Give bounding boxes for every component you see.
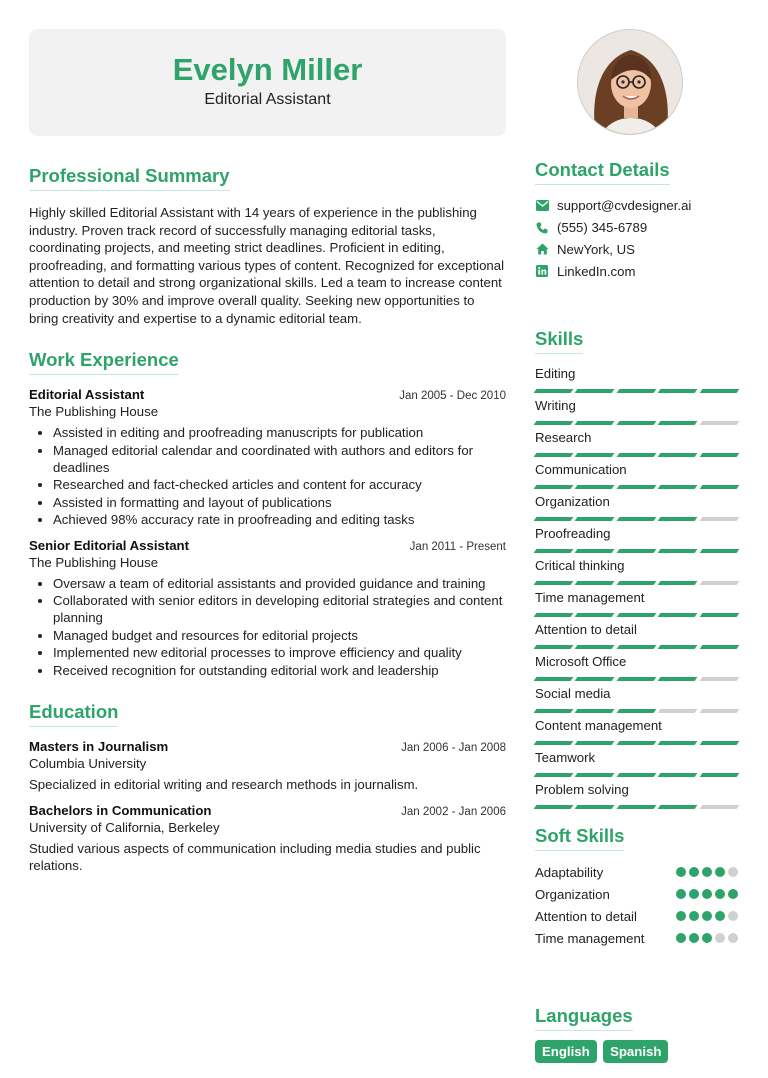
- contact-heading: Contact Details: [535, 159, 670, 185]
- skill-level-segment: [534, 421, 574, 425]
- skill-level-segment: [534, 613, 574, 617]
- skill-level-segment: [534, 549, 574, 553]
- soft-skill-rating: [676, 867, 738, 877]
- education-entry: [29, 739, 506, 794]
- skill-level-segment: [658, 805, 698, 809]
- contact-text: LinkedIn.com: [557, 263, 636, 279]
- bullet-item: • Oversaw a team of editorial assistants and provided guidance and training: [53, 575, 506, 592]
- job-dates: Jan 2005 - Dec 2010: [399, 390, 506, 403]
- skills-section: [535, 328, 738, 813]
- summary-section: [29, 165, 506, 327]
- contact-phone[interactable]: [535, 217, 738, 239]
- language-tags: [535, 1040, 738, 1063]
- skill-level-segment: [534, 645, 574, 649]
- soft-skill-rating: [676, 889, 738, 899]
- skill-level-segment: [534, 741, 574, 745]
- skill-level-segment: [616, 805, 656, 809]
- skill-name: Research: [535, 430, 592, 446]
- skill-level-segment: [699, 581, 739, 585]
- skill-level-segment: [616, 581, 656, 585]
- skill-item: [535, 749, 738, 781]
- skill-level-segment: [658, 645, 698, 649]
- linkedin-icon: [535, 264, 549, 278]
- skill-level-segment: [699, 773, 739, 777]
- skill-level-segment: [616, 485, 656, 489]
- job-company: The Publishing House: [29, 554, 159, 570]
- soft-skills-heading: Soft Skills: [535, 825, 624, 851]
- skill-level-segment: [658, 613, 698, 617]
- skill-level-segment: [575, 773, 615, 777]
- skill-item: [535, 781, 738, 813]
- skill-level-segment: [575, 421, 615, 425]
- rating-dot: [689, 933, 699, 943]
- contact-text: support@cvdesigner.ai: [557, 198, 692, 214]
- skill-level-segment: [534, 453, 574, 457]
- skill-item: [535, 397, 738, 429]
- skill-level-segment: [616, 517, 656, 521]
- rating-dot: [715, 911, 725, 921]
- skill-level-segment: [699, 741, 739, 745]
- skill-level-segment: [575, 709, 615, 713]
- skills-heading: Skills: [535, 328, 583, 354]
- skill-level-segment: [658, 773, 698, 777]
- skill-level-segment: [658, 453, 698, 457]
- degree-title: Masters in Journalism: [29, 739, 169, 755]
- skill-level-bar: [535, 421, 738, 425]
- rating-dot: [676, 867, 686, 877]
- job-title: Editorial Assistant: [29, 387, 145, 403]
- skill-level-segment: [575, 389, 615, 393]
- skill-level-bar: [535, 549, 738, 553]
- rating-dot: [702, 911, 712, 921]
- skill-level-segment: [699, 549, 739, 553]
- skill-level-bar: [535, 453, 738, 457]
- education-description: Studied various aspects of communication including media studies and public relations.: [29, 840, 481, 874]
- soft-skill-item: [535, 861, 738, 883]
- skill-item: [535, 525, 738, 557]
- skill-name: Problem solving: [535, 782, 629, 798]
- skill-level-bar: [535, 613, 738, 617]
- job-entry: [29, 538, 506, 679]
- skill-level-segment: [699, 709, 739, 713]
- education-dates: Jan 2002 - Jan 2006: [401, 805, 506, 818]
- rating-dot: [702, 933, 712, 943]
- contact-text: NewYork, US: [557, 241, 635, 257]
- skill-level-segment: [658, 677, 698, 681]
- rating-dot: [689, 867, 699, 877]
- skill-level-segment: [575, 453, 615, 457]
- rating-dot: [702, 867, 712, 877]
- contact-email[interactable]: [535, 195, 738, 217]
- skill-level-segment: [658, 389, 698, 393]
- soft-skill-item: [535, 883, 738, 905]
- skill-name: Communication: [535, 462, 627, 478]
- skill-level-segment: [534, 389, 574, 393]
- skill-item: [535, 653, 738, 685]
- skill-level-segment: [575, 805, 615, 809]
- skill-level-bar: [535, 709, 738, 713]
- left-column: [29, 29, 506, 875]
- education-section: [29, 701, 506, 875]
- soft-skill-name: Adaptability: [535, 864, 604, 880]
- skill-name: Social media: [535, 686, 611, 702]
- bullet-item: • Received recognition for outstanding editorial work and leadership: [53, 662, 506, 679]
- skill-name: Writing: [535, 398, 576, 414]
- bullet-item: • Managed editorial calendar and coordinated with authors and editors for deadlines: [53, 442, 506, 477]
- skill-level-segment: [616, 741, 656, 745]
- skill-level-segment: [534, 485, 574, 489]
- bullet-item: • Implemented new editorial processes to improve efficiency and quality: [53, 644, 506, 661]
- phone-icon: [535, 221, 549, 235]
- rating-dot: [689, 889, 699, 899]
- contact-location: [535, 239, 738, 261]
- job-bullets: [29, 424, 506, 528]
- skill-level-bar: [535, 517, 738, 521]
- soft-skills-section: [535, 825, 738, 949]
- bullet-item: • Managed budget and resources for editorial projects: [53, 627, 506, 644]
- skill-level-segment: [658, 549, 698, 553]
- soft-skill-rating: [676, 933, 738, 943]
- skill-level-segment: [616, 421, 656, 425]
- skill-level-segment: [575, 645, 615, 649]
- soft-skill-name: Time management: [535, 930, 645, 946]
- profile-photo: [577, 29, 683, 135]
- rating-dot: [676, 933, 686, 943]
- soft-skill-rating: [676, 911, 738, 921]
- candidate-title: Editorial Assistant: [204, 91, 331, 108]
- skill-level-segment: [534, 677, 574, 681]
- rating-dot: [702, 889, 712, 899]
- job-bullets: [29, 575, 506, 679]
- skill-name: Microsoft Office: [535, 654, 627, 670]
- soft-skill-item: [535, 905, 738, 927]
- skill-name: Content management: [535, 718, 662, 734]
- education-heading: Education: [29, 701, 118, 727]
- rating-dot: [676, 911, 686, 921]
- experience-section: [29, 349, 506, 679]
- skill-level-segment: [575, 517, 615, 521]
- skill-item: [535, 461, 738, 493]
- summary-heading: Professional Summary: [29, 165, 230, 191]
- skill-item: [535, 717, 738, 749]
- candidate-name: Evelyn Miller: [172, 52, 363, 87]
- skill-name: Editing: [535, 366, 576, 382]
- languages-heading: Languages: [535, 1005, 633, 1031]
- skill-level-segment: [616, 677, 656, 681]
- soft-skills-list: [535, 861, 738, 949]
- rating-dot: [728, 933, 738, 943]
- skill-level-bar: [535, 741, 738, 745]
- skill-level-segment: [616, 613, 656, 617]
- skill-level-segment: [699, 453, 739, 457]
- skill-level-segment: [616, 645, 656, 649]
- bullet-item: • Researched and fact-checked articles and content for accuracy: [53, 476, 506, 493]
- contact-list: [535, 195, 738, 282]
- portrait-image: [578, 30, 683, 135]
- skill-item: [535, 685, 738, 717]
- soft-skill-name: Attention to detail: [535, 908, 637, 924]
- skill-level-segment: [699, 805, 739, 809]
- skill-level-segment: [534, 773, 574, 777]
- skill-level-segment: [699, 389, 739, 393]
- bullet-item: • Collaborated with senior editors in developing editorial strategies and content planning: [53, 592, 506, 627]
- resume-header: [29, 29, 506, 136]
- bullet-item: • Achieved 98% accuracy rate in proofreading and editing tasks: [53, 511, 506, 528]
- skill-item: [535, 557, 738, 589]
- soft-skill-name: Organization: [535, 886, 610, 902]
- skill-level-bar: [535, 389, 738, 393]
- skill-level-bar: [535, 773, 738, 777]
- skill-level-segment: [575, 549, 615, 553]
- contact-linkedin[interactable]: [535, 260, 738, 282]
- skill-level-segment: [534, 805, 574, 809]
- skill-level-bar: [535, 805, 738, 809]
- skill-name: Organization: [535, 494, 610, 510]
- skill-item: [535, 589, 738, 621]
- language-tag: English: [535, 1040, 597, 1063]
- job-company: The Publishing House: [29, 404, 159, 420]
- skill-level-bar: [535, 581, 738, 585]
- skill-level-segment: [616, 773, 656, 777]
- skill-name: Time management: [535, 590, 645, 606]
- rating-dot: [728, 889, 738, 899]
- skill-level-segment: [658, 517, 698, 521]
- skill-level-segment: [658, 421, 698, 425]
- skill-level-segment: [699, 613, 739, 617]
- job-entry: [29, 387, 506, 528]
- skill-level-bar: [535, 677, 738, 681]
- skill-level-segment: [658, 581, 698, 585]
- rating-dot: [689, 911, 699, 921]
- languages-section: [535, 1005, 738, 1063]
- skill-name: Critical thinking: [535, 558, 625, 574]
- skill-level-segment: [575, 485, 615, 489]
- skill-item: [535, 621, 738, 653]
- skill-level-segment: [575, 581, 615, 585]
- skill-item: [535, 365, 738, 397]
- skills-list: [535, 365, 738, 813]
- skill-level-segment: [575, 677, 615, 681]
- job-dates: Jan 2011 - Present: [409, 540, 506, 553]
- skill-level-segment: [658, 741, 698, 745]
- rating-dot: [728, 867, 738, 877]
- envelope-icon: [535, 199, 549, 213]
- soft-skill-item: [535, 927, 738, 949]
- right-column: [535, 29, 738, 1063]
- experience-heading: Work Experience: [29, 349, 179, 375]
- skill-level-segment: [616, 709, 656, 713]
- job-title: Senior Editorial Assistant: [29, 537, 189, 553]
- skill-level-segment: [575, 741, 615, 745]
- education-description: Specialized in editorial writing and research methods in journalism.: [29, 777, 419, 793]
- skill-level-segment: [616, 453, 656, 457]
- summary-text: Highly skilled Editorial Assistant with 14 years of experience in the publishing industry. Proven track record of successfully managing editorial tasks, coordinating projects, and meeting strict deadlines. Proficient in editing, proofreading, and formatting various types of content. Recognized for exceptional attention to detail and strong organizational skills. Led a team to increase content production by 30% and improve overall quality. Seeking new opportunities to bring creativity and expertise to a dynamic editorial team.: [29, 205, 505, 326]
- school-name: Columbia University: [29, 756, 147, 772]
- home-icon: [535, 242, 549, 256]
- contact-text: (555) 345-6789: [557, 220, 648, 236]
- skill-level-segment: [699, 517, 739, 521]
- skill-level-segment: [534, 517, 574, 521]
- skill-level-segment: [616, 389, 656, 393]
- skill-item: [535, 429, 738, 461]
- school-name: University of California, Berkeley: [29, 819, 220, 835]
- education-entry: [29, 803, 506, 875]
- rating-dot: [715, 867, 725, 877]
- skill-level-segment: [575, 613, 615, 617]
- skill-level-segment: [699, 645, 739, 649]
- rating-dot: [676, 889, 686, 899]
- skill-level-segment: [658, 485, 698, 489]
- skill-level-segment: [699, 677, 739, 681]
- skill-item: [535, 493, 738, 525]
- rating-dot: [728, 911, 738, 921]
- skill-level-segment: [699, 421, 739, 425]
- bullet-item: • Assisted in formatting and layout of publications: [53, 494, 506, 511]
- skill-level-bar: [535, 485, 738, 489]
- skill-level-segment: [534, 709, 574, 713]
- skill-level-segment: [658, 709, 698, 713]
- skill-name: Attention to detail: [535, 622, 637, 638]
- skill-level-segment: [699, 485, 739, 489]
- skill-level-segment: [534, 581, 574, 585]
- skill-name: Proofreading: [535, 526, 611, 542]
- bullet-item: • Assisted in editing and proofreading manuscripts for publication: [53, 424, 506, 441]
- language-tag: Spanish: [603, 1040, 668, 1063]
- education-dates: Jan 2006 - Jan 2008: [401, 742, 506, 755]
- skill-level-bar: [535, 645, 738, 649]
- contact-section: [535, 159, 738, 282]
- rating-dot: [715, 933, 725, 943]
- rating-dot: [715, 889, 725, 899]
- skill-name: Teamwork: [535, 750, 596, 766]
- skill-level-segment: [616, 549, 656, 553]
- degree-title: Bachelors in Communication: [29, 802, 212, 818]
